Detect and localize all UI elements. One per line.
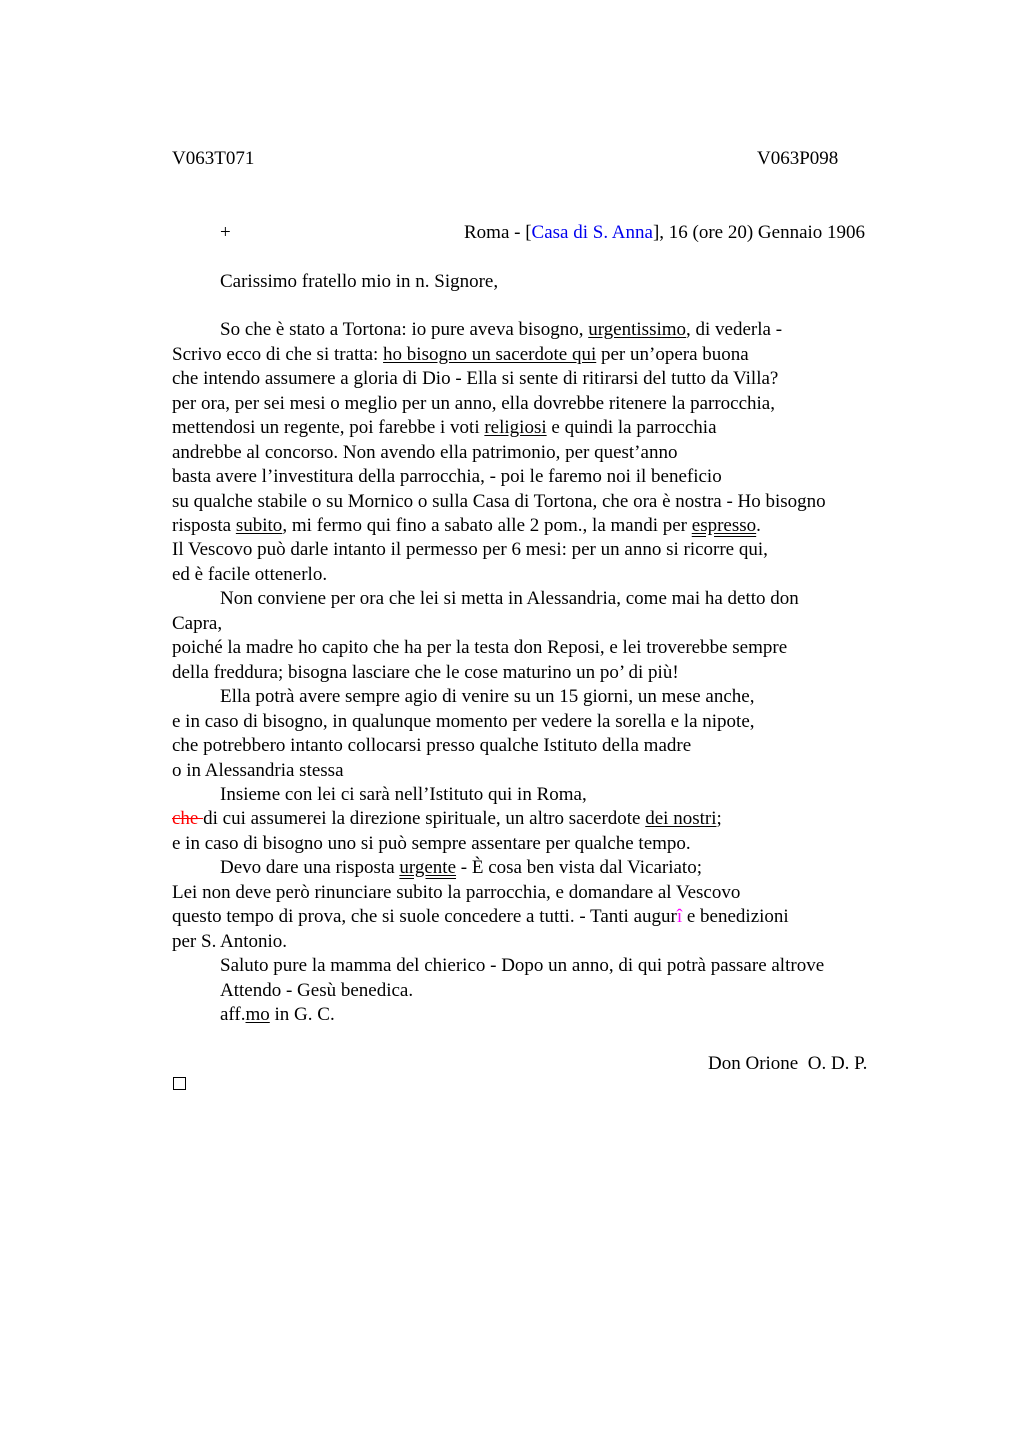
body-line-22: e in caso di bisogno uno si può sempre assentare per qualche tempo. xyxy=(172,833,691,854)
closing-line xyxy=(220,1005,335,1024)
body-line-6: andrebbe al concorso. Non avendo ella patrimonio, per quest’anno xyxy=(172,442,678,463)
highlighted-character: î xyxy=(676,906,683,927)
body-line-16: Ella potrà avere sempre agio di venire su un 15 giorni, un mese anche, xyxy=(220,686,755,707)
body-line-10: Il Vescovo può darle intanto il permesso per 6 mesi: per un anno si ricorre qui, xyxy=(172,539,768,560)
double-underlined-text: espresso xyxy=(691,515,757,536)
body-line-17: e in caso di bisogno, in qualunque momento per vedere la sorella e la nipote, xyxy=(172,711,755,732)
body-line-24: Lei non deve però rinunciare subito la parrocchia, e domandare al Vescovo xyxy=(172,882,741,903)
document-code-left: V063T071 xyxy=(172,148,255,169)
text: Devo dare una risposta xyxy=(220,857,400,878)
text: in G. C. xyxy=(269,1004,335,1025)
body-line-8: su qualche stabile o su Mornico o sulla Casa di Tortona, che ora è nostra - Ho bisogno xyxy=(172,491,826,512)
document-code-right: V063P098 xyxy=(757,148,839,169)
underlined-text: ho bisogno un sacerdote qui xyxy=(383,344,597,365)
deleted-text: che xyxy=(172,808,204,829)
body-line-23 xyxy=(220,858,702,877)
body-line-19: o in Alessandria stessa xyxy=(172,760,344,781)
text: ; xyxy=(716,808,722,829)
body-line-9 xyxy=(172,516,761,535)
text: Scrivo ecco di che si tratta: xyxy=(172,344,384,365)
text: di cui assumerei la direzione spirituale, un altro sacerdote xyxy=(203,808,646,829)
text: , mi fermo qui fino a sabato alle 2 pom., la mandi per xyxy=(282,515,692,536)
text: , di vederla - xyxy=(686,319,783,340)
double-underlined-text: urgente xyxy=(399,857,457,878)
cross-mark: + xyxy=(220,222,231,243)
text: . xyxy=(756,515,761,536)
text: per un’opera buona xyxy=(596,344,749,365)
body-line-5 xyxy=(172,418,717,437)
text: questo tempo di prova, che si suole concedere a tutti. - Tanti augur xyxy=(172,906,677,927)
body-line-14: poiché la madre ho capito che ha per la testa don Reposi, e lei troverebbe sempre xyxy=(172,637,788,658)
underlined-text: subito xyxy=(235,515,283,536)
text: - È cosa ben vista dal Vicariato; xyxy=(456,857,702,878)
dateline-prefix: Roma - [ xyxy=(464,222,532,243)
text: So che è stato a Tortona: io pure aveva bisogno, xyxy=(220,319,589,340)
place-link[interactable]: Casa di S. Anna xyxy=(531,222,653,243)
body-line-4: per ora, per sei mesi o meglio per un anno, ella dovrebbe ritenere la parrocchia, xyxy=(172,393,775,414)
text: aff. xyxy=(220,1004,246,1025)
underlined-text: urgentissimo xyxy=(588,319,687,340)
dateline xyxy=(464,223,865,242)
body-line-11: ed è facile ottenerlo. xyxy=(172,564,328,585)
body-line-7: basta avere l’investitura della parrocchia, - poi le faremo noi il beneficio xyxy=(172,466,722,487)
body-line-3: che intendo assumere a gloria di Dio - Ella si sente di ritirarsi del tutto da Villa? xyxy=(172,368,779,389)
salutation: Carissimo fratello mio in n. Signore, xyxy=(220,271,499,292)
body-line-12: Non conviene per ora che lei si metta in Alessandria, come mai ha detto don xyxy=(220,588,799,609)
body-line-25 xyxy=(172,907,789,926)
underlined-text: religiosi xyxy=(484,417,547,438)
body-line-2 xyxy=(172,345,749,364)
text: e quindi la parrocchia xyxy=(546,417,717,438)
body-line-27: Saluto pure la mamma del chierico - Dopo un anno, di qui potrà passare altrove xyxy=(220,955,825,976)
dateline-suffix: ], 16 (ore 20) Gennaio 1906 xyxy=(652,222,866,243)
body-line-18: che potrebbero intanto collocarsi presso qualche Istituto della madre xyxy=(172,735,692,756)
body-line-15: della freddura; bisogna lasciare che le cose maturino un po’ di più! xyxy=(172,662,679,683)
body-line-1 xyxy=(220,320,782,339)
body-line-21 xyxy=(172,809,722,828)
body-line-26: per S. Antonio. xyxy=(172,931,288,952)
body-line-13: Capra, xyxy=(172,613,223,634)
underlined-text: dei nostri xyxy=(645,808,717,829)
body-line-28: Attendo - Gesù benedica. xyxy=(220,980,414,1001)
text: mettendosi un regente, poi farebbe i voti xyxy=(172,417,485,438)
text: e benedizioni xyxy=(682,906,789,927)
signature: Don Orione O. D. P. xyxy=(708,1053,868,1074)
text: risposta xyxy=(172,515,236,536)
underlined-text: mo xyxy=(245,1004,270,1025)
body-line-20: Insieme con lei ci sarà nell’Istituto qui in Roma, xyxy=(220,784,587,805)
checkbox-square-icon xyxy=(173,1077,186,1090)
